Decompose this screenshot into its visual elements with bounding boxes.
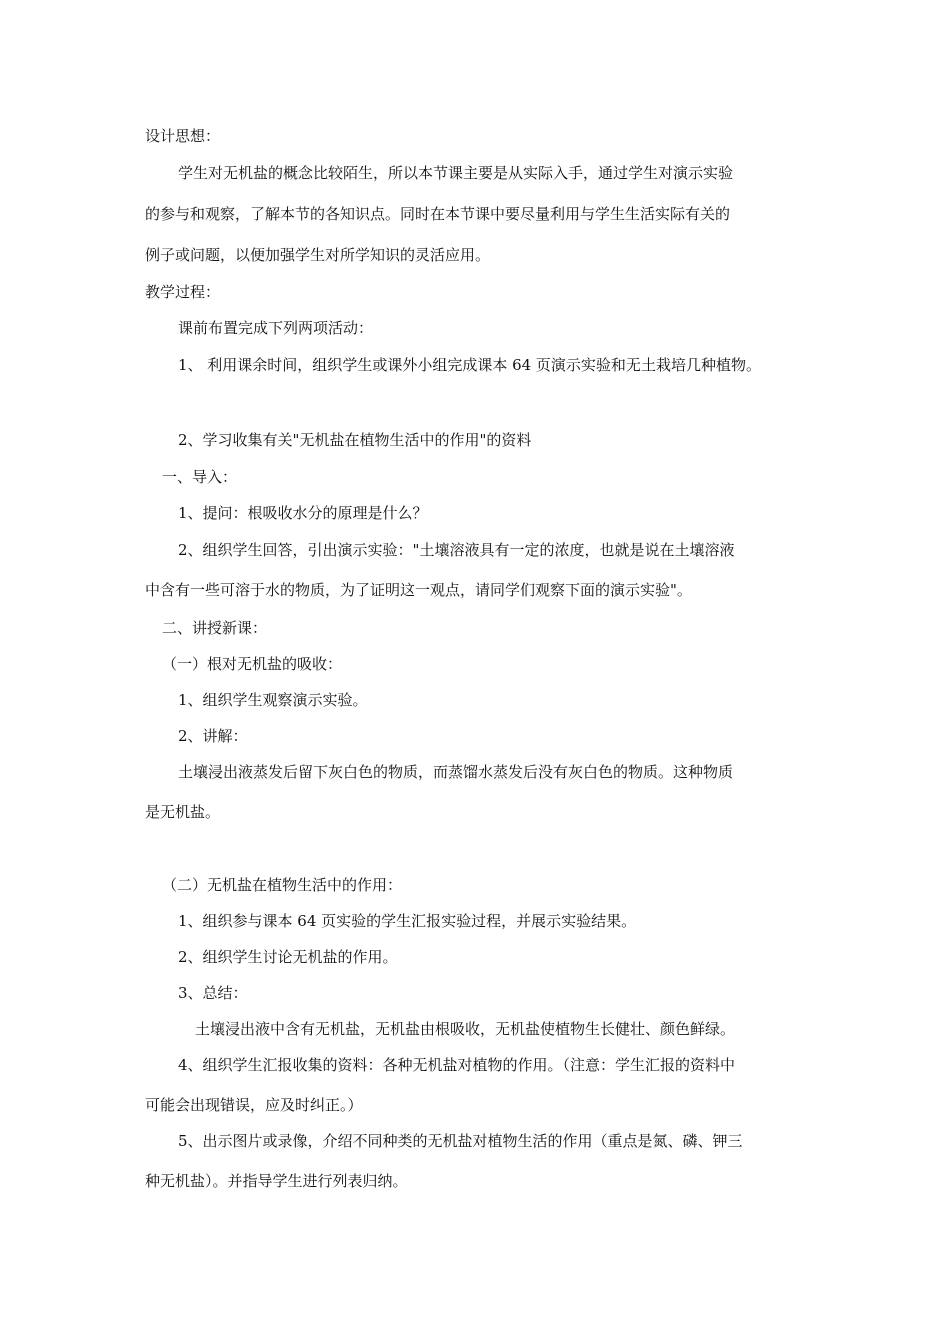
paragraph-line: 例子或问题，以便加强学生对所学知识的灵活应用。 <box>145 246 491 264</box>
paragraph-line: 土壤浸出液蒸发后留下灰白色的物质，而蒸馏水蒸发后没有灰白色的物质。这种物质 <box>178 763 734 781</box>
paragraph-line: 种无机盐）。并指导学生进行列表归纳。 <box>145 1172 408 1190</box>
heading-design-idea: 设计思想： <box>145 127 221 145</box>
paragraph-line: 是无机盐。 <box>145 803 221 821</box>
list-item: 5、出示图片或录像，介绍不同种类的无机盐对植物生活的作用（重点是氮、磷、钾三 <box>178 1132 743 1150</box>
subsection-heading: （二）无机盐在植物生活中的作用： <box>162 876 403 894</box>
list-item: 1、组织学生观察演示实验。 <box>178 691 368 709</box>
list-item: 1、组织参与课本 64 页实验的学生汇报实验过程，并展示实验结果。 <box>178 912 637 930</box>
paragraph-line: 的参与和观察，了解本节的各知识点。同时在本节课中要尽量利用与学生生活实际有关的 <box>145 205 731 223</box>
list-item: 1、 利用课余时间，组织学生或课外小组完成课本 64 页演示实验和无土栽培几种植物。 <box>178 356 761 374</box>
list-item: 2、组织学生回答，引出演示实验："土壤溶液具有一定的浓度，也就是说在土壤溶液 <box>178 541 735 559</box>
paragraph-line: 中含有一些可溶于水的物质，为了证明这一观点，请同学们观察下面的演示实验"。 <box>145 581 692 599</box>
paragraph-line: 可能会出现错误，应及时纠正。） <box>145 1096 363 1114</box>
subsection-heading: （一）根对无机盐的吸收： <box>162 655 343 673</box>
paragraph-line: 土壤浸出液中含有无机盐，无机盐由根吸收，无机盐使植物生长健壮、颜色鲜绿。 <box>195 1020 736 1038</box>
paragraph-line: 学生对无机盐的概念比较陌生，所以本节课主要是从实际入手，通过学生对演示实验 <box>178 164 734 182</box>
heading-teaching-process: 教学过程： <box>145 283 221 301</box>
list-item: 2、学习收集有关"无机盐在植物生活中的作用"的资料 <box>178 431 532 449</box>
list-item: 2、组织学生讨论无机盐的作用。 <box>178 948 398 966</box>
section-heading: 二、讲授新课： <box>162 619 268 637</box>
section-heading: 一、导入： <box>162 468 238 486</box>
list-item: 1、提问：根吸收水分的原理是什么？ <box>178 504 428 522</box>
list-item: 4、组织学生汇报收集的资料：各种无机盐对植物的作用。（注意：学生汇报的资料中 <box>178 1056 736 1074</box>
paragraph-line: 课前布置完成下列两项活动： <box>178 319 374 337</box>
list-item: 2、讲解： <box>178 727 248 745</box>
list-item: 3、总结： <box>178 984 248 1002</box>
